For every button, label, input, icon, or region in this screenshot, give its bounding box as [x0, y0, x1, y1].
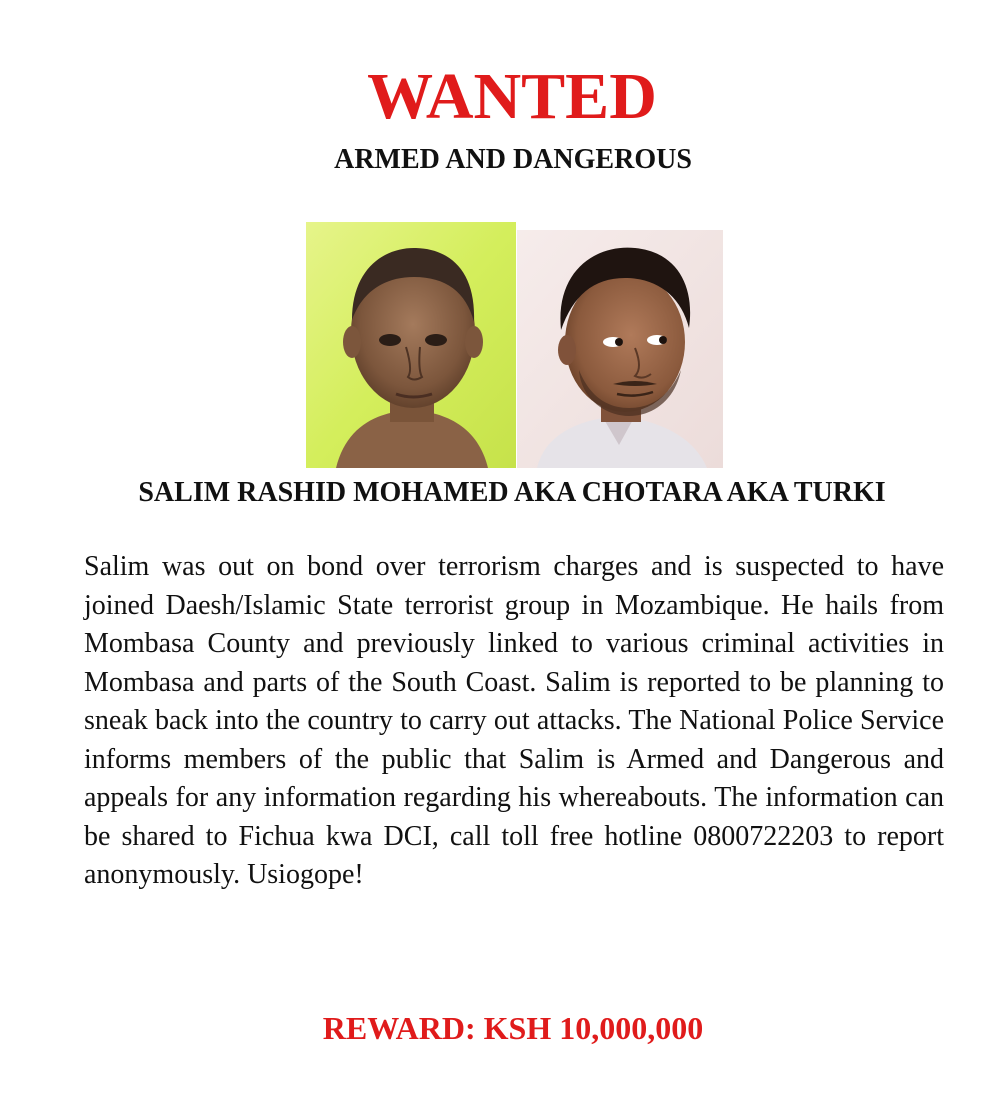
suspect-photo-side: [517, 230, 723, 468]
reward-amount: REWARD: KSH 10,000,000: [322, 1010, 704, 1046]
suspect-photo-front: [306, 222, 516, 468]
poster-subtitle: ARMED AND DANGEROUS: [334, 144, 692, 175]
description-text: Salim was out on bond over terrorism charges and is suspected to have joined Daesh/Islamic State terrorist group in Mozambique. He hails from Mombasa County and previously linked to various criminal activities in Mombasa and parts of the South Coast. Salim is reported to be planning to sneak back into the country to carry out attacks. The National Police Service informs members of the public that Salim is Armed and Dangerous and appeals for any information regarding his whereabouts. The information can be shared to Fichua kwa DCI, call toll free hotline 0800722203 to report anonymously. Usiogope!: [84, 551, 944, 890]
suspect-name: SALIM RASHID MOHAMED AKA CHOTARA AKA TURKI: [138, 477, 886, 508]
poster-title: WANTED: [367, 60, 657, 133]
